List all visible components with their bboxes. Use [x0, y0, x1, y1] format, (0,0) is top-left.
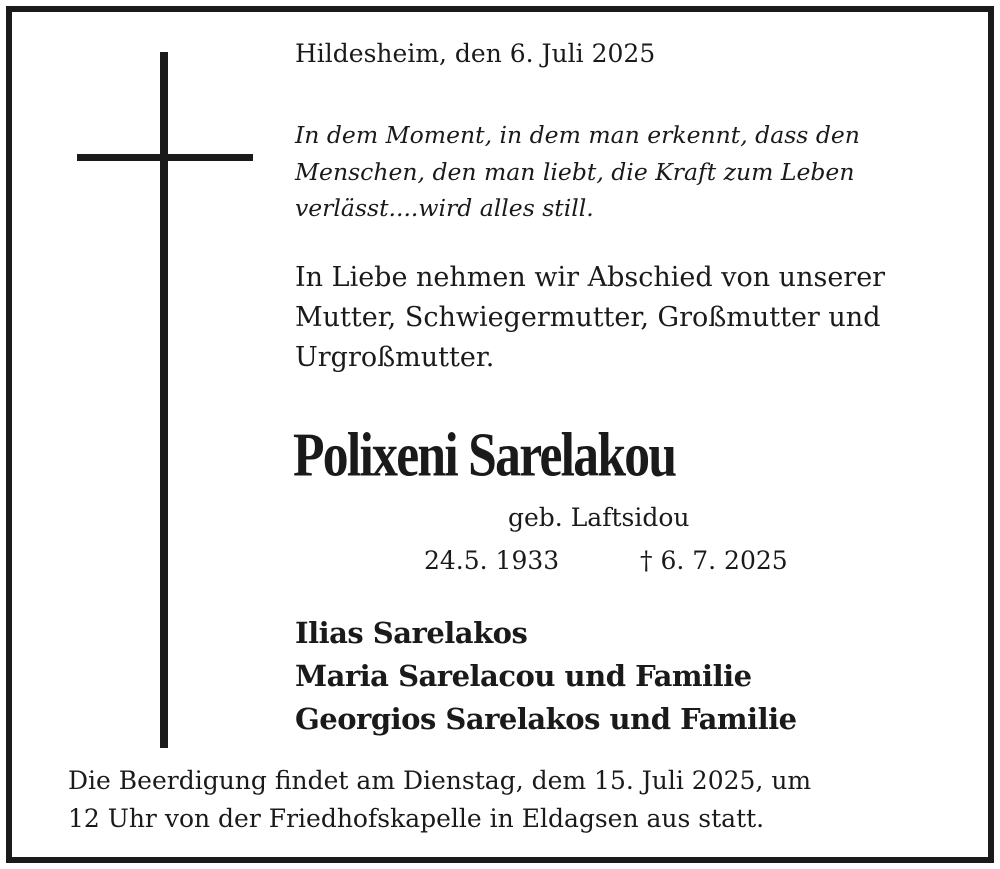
death-date: † 6. 7. 2025: [640, 546, 788, 575]
memorial-quote: In dem Moment, in dem man erkennt, dass den Menschen, den man liebt, die Kraft zum Leben verlässt....wird alles still.: [295, 121, 860, 222]
mourner-name: Maria Sarelacou und Familie: [295, 659, 752, 693]
mourner-name: Georgios Sarelakos und Familie: [295, 702, 797, 736]
funeral-information: Die Beerdigung findet am Dienstag, dem 15. Juli 2025, um 12 Uhr von der Friedhofskapelle in Eldagsen aus statt.: [68, 766, 812, 833]
place-date-line: Hildesheim, den 6. Juli 2025: [295, 39, 656, 68]
cross-symbol-horizontal-bar: [77, 154, 253, 161]
farewell-text: In Liebe nehmen wir Abschied von unserer Mutter, Schwiegermutter, Großmutter und Urgroßmutter.: [295, 262, 886, 373]
mourners-list: [295, 612, 797, 741]
birth-date: 24.5. 1933: [424, 546, 560, 575]
deceased-name: Polixeni Sarelakou: [293, 420, 676, 490]
birth-name: geb. Laftsidou: [508, 503, 690, 532]
mourner-name: Ilias Sarelakos: [295, 616, 528, 650]
